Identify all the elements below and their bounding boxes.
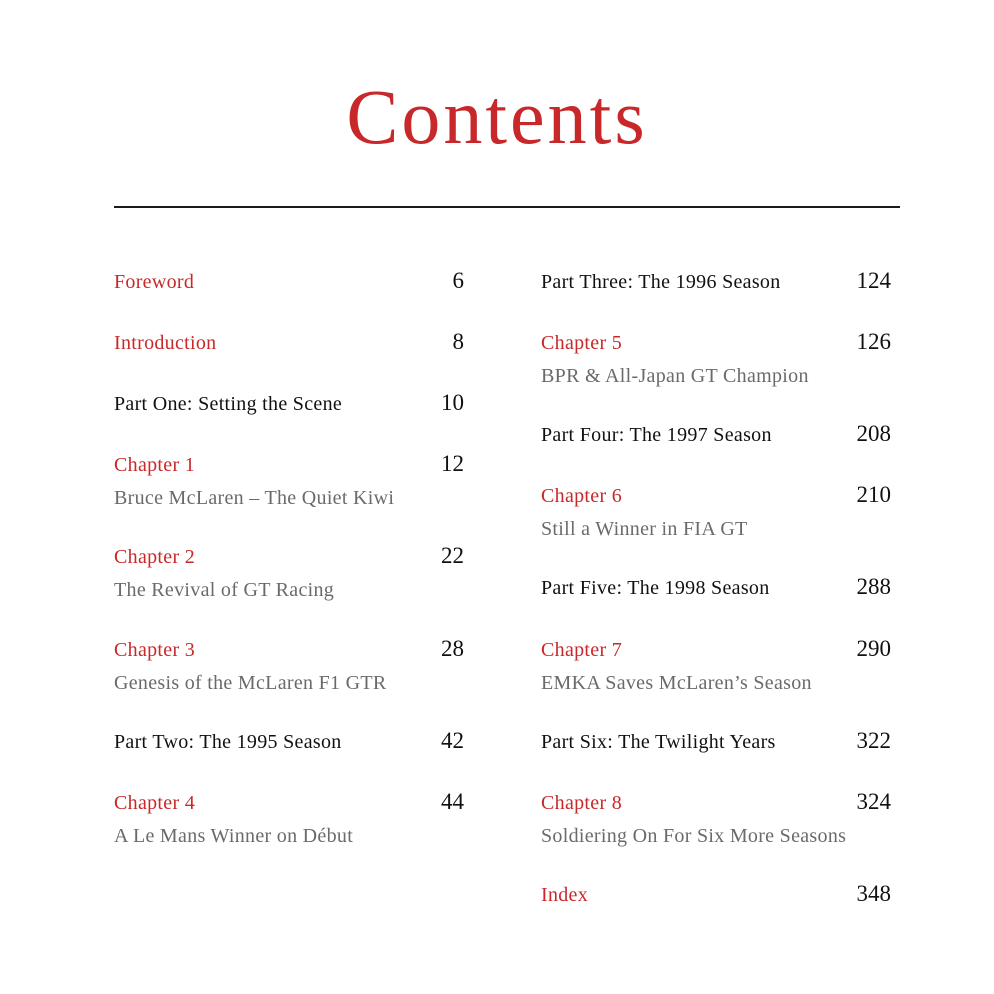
toc-chapter-subtitle: Bruce McLaren – The Quiet Kiwi: [114, 487, 395, 509]
toc-entry-foreword[interactable]: [114, 268, 464, 294]
toc-page-number: 44: [441, 789, 464, 814]
toc-entry-part-five[interactable]: [541, 574, 891, 600]
toc-entry-label[interactable]: Chapter 7: [541, 639, 623, 661]
toc-entry-part-three[interactable]: [541, 268, 891, 294]
toc-entry-label[interactable]: Chapter 8: [541, 792, 623, 814]
toc-entry-chapter-2[interactable]: [114, 543, 464, 602]
toc-chapter-subtitle: BPR & All-Japan GT Champion: [541, 365, 809, 387]
toc-entry-part-four[interactable]: [541, 421, 891, 447]
toc-entry-label[interactable]: Chapter 2: [114, 546, 196, 568]
toc-entry-label[interactable]: Chapter 6: [541, 485, 623, 507]
toc-entry-label[interactable]: Chapter 3: [114, 639, 196, 661]
toc-page-number: 208: [856, 421, 891, 446]
toc-entry-label[interactable]: Part Two: The 1995 Season: [114, 731, 342, 753]
toc-page-number: 124: [856, 268, 891, 293]
toc-chapter-subtitle: Still a Winner in FIA GT: [541, 518, 748, 540]
toc-page-number: 12: [441, 451, 464, 476]
toc-entry-label[interactable]: Part One: Setting the Scene: [114, 393, 343, 415]
toc-chapter-subtitle: The Revival of GT Racing: [114, 579, 335, 601]
toc-page-number: 348: [856, 881, 891, 906]
toc-entry-chapter-7[interactable]: [541, 636, 891, 695]
toc-chapter-subtitle: Genesis of the McLaren F1 GTR: [114, 672, 387, 694]
toc-chapter-subtitle: A Le Mans Winner on Début: [114, 825, 354, 847]
toc-page-number: 288: [856, 574, 891, 599]
toc-page-number: 28: [441, 636, 464, 661]
toc-page-number: 10: [441, 390, 464, 415]
toc-page-number: 210: [856, 482, 891, 507]
toc-page-number: 322: [856, 728, 891, 753]
toc-page-number: 126: [856, 329, 891, 354]
toc-entry-label[interactable]: Part Four: The 1997 Season: [541, 424, 772, 446]
toc-entry-introduction[interactable]: [114, 329, 464, 355]
toc-entry-label[interactable]: Chapter 5: [541, 332, 623, 354]
toc-entry-label[interactable]: Introduction: [114, 332, 217, 354]
title-divider: [114, 206, 900, 208]
toc-entry-part-one[interactable]: [114, 390, 464, 416]
toc-entry-chapter-6[interactable]: [541, 482, 891, 541]
toc-entry-index[interactable]: [541, 881, 891, 907]
toc-entry-label[interactable]: Chapter 1: [114, 454, 196, 476]
toc-page-number: 290: [856, 636, 891, 661]
page-title: Contents: [346, 73, 648, 160]
toc-entry-label[interactable]: Part Three: The 1996 Season: [541, 271, 781, 293]
toc-page-number: 8: [452, 329, 464, 354]
toc-entry-label[interactable]: Index: [541, 884, 589, 906]
toc-chapter-subtitle: Soldiering On For Six More Seasons: [541, 825, 847, 847]
toc-chapter-subtitle: EMKA Saves McLaren’s Season: [541, 672, 812, 694]
toc-entry-chapter-5[interactable]: [541, 329, 891, 388]
toc-entry-chapter-1[interactable]: [114, 451, 464, 510]
toc-page-number: 22: [441, 543, 464, 568]
toc-page-number: 6: [452, 268, 464, 293]
toc-entry-chapter-3[interactable]: [114, 636, 464, 695]
toc-entry-label[interactable]: Foreword: [114, 271, 195, 293]
toc-entry-part-six[interactable]: [541, 728, 891, 754]
toc-page-number: 42: [441, 728, 464, 753]
toc-entry-label[interactable]: Part Five: The 1998 Season: [541, 577, 770, 599]
toc-entry-label[interactable]: Chapter 4: [114, 792, 196, 814]
toc-entry-chapter-4[interactable]: [114, 789, 464, 848]
toc-page-number: 324: [856, 789, 891, 814]
toc-entry-part-two[interactable]: [114, 728, 464, 754]
toc-entry-chapter-8[interactable]: [541, 789, 891, 848]
toc-entry-label[interactable]: Part Six: The Twilight Years: [541, 731, 776, 753]
